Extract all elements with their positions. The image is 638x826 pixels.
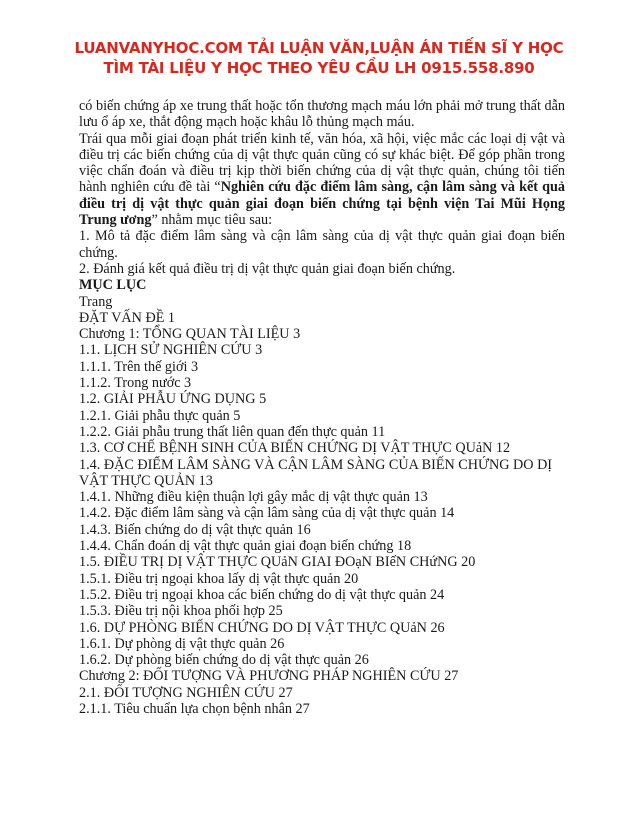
toc-entry: 1.4.3. Biến chứng do dị vật thực quản 16 xyxy=(79,521,311,538)
toc-entry: 1.5.2. Điều trị ngoại khoa các biến chứng do dị vật thực quản 24 xyxy=(79,586,445,603)
toc-entry: 1.6.2. Dự phòng biến chứng do dị vật thực quản 26 xyxy=(79,652,369,669)
toc-entry: Chương 1: TỔNG QUAN TÀI LIỆU 3 xyxy=(79,326,301,343)
toc-entry: 1.1.2. Trong nước 3 xyxy=(79,375,192,392)
toc-list xyxy=(79,310,565,717)
toc-trang-label: Trang xyxy=(79,293,113,310)
toc-entry: 1.6.1. Dự phòng dị vật thực quản 26 xyxy=(79,635,285,652)
intro-paragraph-2 xyxy=(79,131,565,229)
document-body xyxy=(79,98,565,717)
toc-entry: 1.3. CƠ CHẾ BỆNH SINH CỦA BIẾN CHỨNG DỊ VẬT THỰC QUảN 12 xyxy=(79,440,511,457)
toc-entry: 2.1. ĐỐI TƯỢNG NGHIÊN CỨU 27 xyxy=(79,684,293,701)
toc-entry: Chương 2: ĐỐI TƯỢNG VÀ PHƯƠNG PHÁP NGHIÊN CỨU 27 xyxy=(79,668,459,685)
toc-entry: 1.2.1. Giải phẫu thực quản 5 xyxy=(79,407,241,424)
toc-heading: MỤC LỤC xyxy=(79,277,147,294)
toc-entry: 1.5.1. Điều trị ngoại khoa lấy dị vật thực quản 20 xyxy=(79,570,359,587)
toc-entry: 1.1.1. Trên thế giới 3 xyxy=(79,358,199,375)
toc-entry: 1.5. ĐIỀU TRỊ DỊ VẬT THỰC QUảN GIAI ĐOạN BIếN CHứNG 20 xyxy=(79,554,476,571)
toc-entry: 1.4. ĐẶC ĐIỂM LÂM SÀNG VÀ CẬN LÂM SÀNG CỦA BIẾN CHỨNG DO DỊ VẬT THỰC QUẢN 13 xyxy=(79,456,553,489)
toc-entry: 1.6. DỰ PHÒNG BIẾN CHỨNG DO DỊ VẬT THỰC QUảN 26 xyxy=(79,619,445,636)
toc-entry: 1.4.4. Chẩn đoán dị vật thực quản giai đoạn biến chứng 18 xyxy=(79,538,412,555)
toc-entry: 1.2. GIẢI PHẪU ỨNG DỤNG 5 xyxy=(79,391,267,408)
toc-entry: 1.2.2. Giải phẫu trung thất liên quan đến thực quản 11 xyxy=(79,423,386,440)
intro-paragraph-2-end: ” nhằm mục tiêu sau: xyxy=(151,212,273,229)
toc-entry: 1.1. LỊCH SỬ NGHIÊN CỨU 3 xyxy=(79,342,263,359)
intro-paragraph-2-start: Trái qua mỗi giai đoạn phát triển kinh tế, văn hóa, xã hội, việc mắc các loại dị vật và điều trị các biến chứng của dị vật thực quản cũng có sự khác biệt. Để góp phần trong việc chẩn đoán và điều trị kịp thời biến chứng của dị vật thực quản, chúng tôi tiến hành nghiên cứu đề tài “ xyxy=(79,130,565,196)
header-line-1: LUANVANYHOC.COM TẢI LUẬN VĂN,LUẬN ÁN TIẾN SĨ Y HỌC xyxy=(74,39,564,57)
objective-1: 1. Mô tả đặc điểm lâm sàng và cận lâm sàng của dị vật thực quản giai đoạn biến chứng. xyxy=(79,228,565,261)
toc-entry: 2.1.1. Tiêu chuẩn lựa chọn bệnh nhân 27 xyxy=(79,700,310,717)
toc-entry: 1.4.1. Những điều kiện thuận lợi gây mắc dị vật thực quản 13 xyxy=(79,489,428,506)
toc-entry: ĐẶT VẤN ĐỀ 1 xyxy=(79,309,176,326)
toc-entry: 1.4.2. Đặc điểm lâm sàng và cận lâm sàng của dị vật thực quản 14 xyxy=(79,505,455,522)
page-header xyxy=(0,38,638,78)
objective-2: 2. Đánh giá kết quả điều trị dị vật thực quản giai đoạn biến chứng. xyxy=(79,260,456,277)
toc-entry: 1.5.3. Điều trị nội khoa phối hợp 25 xyxy=(79,603,283,620)
header-line-2: TÌM TÀI LIỆU Y HỌC THEO YÊU CẦU LH 0915.558.890 xyxy=(103,59,535,77)
research-title: Nghiên cứu đặc điểm lâm sàng, cận lâm sàng và kết quả điều trị dị vật thực quản giai đoạn biến chứng tại bệnh viện Tai Mũi Họng Trung ương xyxy=(79,179,565,229)
intro-paragraph-1: có biến chứng áp xe trung thất hoặc tổn thương mạch máu lớn phải mở trung thất dẫn lưu ổ áp xe, thắt động mạch hoặc khâu lỗ thủng mạch máu. xyxy=(79,98,565,131)
